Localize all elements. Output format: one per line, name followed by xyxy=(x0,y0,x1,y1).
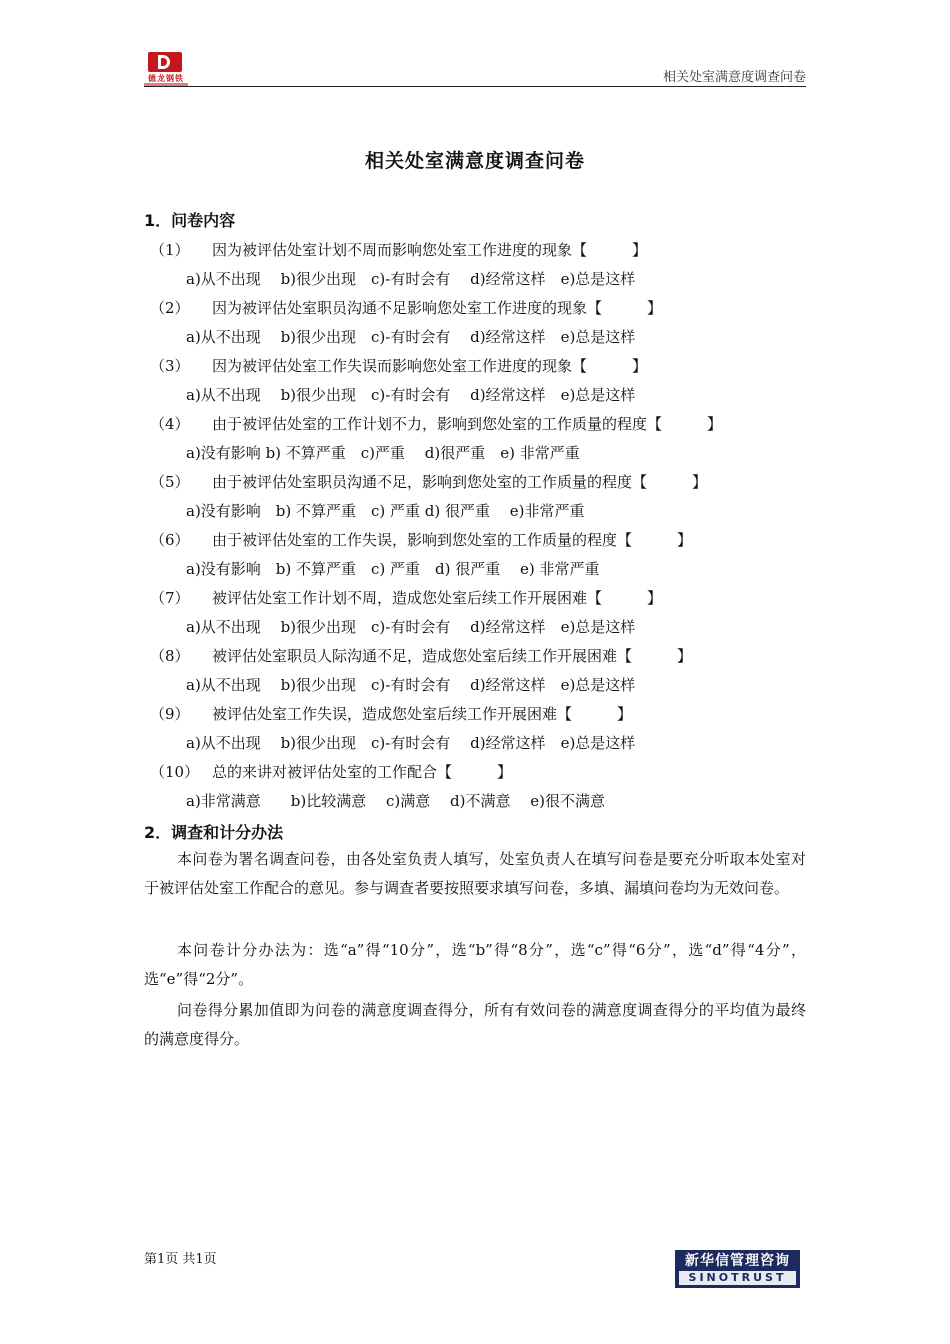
question-number: （4） xyxy=(150,415,190,433)
question-3-options: a)从不出现 b)很少出现 c)-有时会有 d)经常这样 e)总是这样 xyxy=(186,386,636,404)
document-title: 相关处室满意度调查问卷 xyxy=(364,150,585,172)
brand-en: SINOTRUST xyxy=(679,1271,796,1285)
question-10-options: a)非常满意 b)比较满意 c)满意 d)不满意 e)很不满意 xyxy=(186,792,605,810)
header-divider xyxy=(144,86,806,87)
page-number: 第1页 共1页 xyxy=(144,1252,217,1267)
logo-text: 德龙钢铁 xyxy=(148,74,184,83)
question-text: 因为被评估处室工作失误而影响您处室工作进度的现象【 】 xyxy=(212,357,648,375)
question-text: 总的来讲对被评估处室的工作配合【 】 xyxy=(212,763,513,781)
question-9-options: a)从不出现 b)很少出现 c)-有时会有 d)经常这样 e)总是这样 xyxy=(186,734,636,752)
logo-mark-icon xyxy=(148,52,182,72)
question-number: （8） xyxy=(150,647,190,665)
question-5 xyxy=(150,471,707,492)
question-text: 被评估处室工作计划不周，造成您处室后续工作开展困难【 】 xyxy=(212,589,663,607)
section-heading-scoring: 2．调查和计分办法 xyxy=(144,823,284,842)
question-number: （1） xyxy=(150,241,190,259)
question-number: （5） xyxy=(150,473,190,491)
question-9 xyxy=(150,703,632,724)
question-6 xyxy=(150,529,692,550)
question-text: 由于被评估处室的工作失误，影响到您处室的工作质量的程度【 】 xyxy=(212,531,693,549)
company-logo xyxy=(144,52,188,90)
question-text: 被评估处室职员人际沟通不足，造成您处室后续工作开展困难【 】 xyxy=(212,647,693,665)
question-1 xyxy=(150,239,647,260)
question-number: （2） xyxy=(150,299,190,317)
header-title: 相关处室满意度调查问卷 xyxy=(662,70,806,85)
question-7 xyxy=(150,587,662,608)
question-text: 被评估处室工作失误，造成您处室后续工作开展困难【 】 xyxy=(212,705,633,723)
sinotrust-logo xyxy=(675,1250,800,1288)
question-5-options: a)没有影响 b) 不算严重 c) 严重 d) 很严重 e)非常严重 xyxy=(186,502,585,520)
question-text: 因为被评估处室职员沟通不足影响您处室工作进度的现象【 】 xyxy=(212,299,663,317)
paragraph-1: 本问卷为署名调查问卷，由各处室负责人填写，处室负责人在填写问卷是要充分听取本处室对于被评估处室工作配合的意见。参与调查者要按照要求填写问卷，多填、漏填问卷均为无效问卷。 xyxy=(144,850,806,897)
question-10 xyxy=(150,761,512,782)
question-text: 因为被评估处室计划不周而影响您处室工作进度的现象【 】 xyxy=(212,241,648,259)
question-3 xyxy=(150,355,647,376)
question-8 xyxy=(150,645,692,666)
question-2 xyxy=(150,297,662,318)
question-number: （9） xyxy=(150,705,190,723)
section-heading-content: 1．问卷内容 xyxy=(144,211,236,230)
brand-cn: 新华信管理咨询 xyxy=(685,1253,790,1269)
question-6-options: a)没有影响 b) 不算严重 c) 严重 d) 很严重 e) 非常严重 xyxy=(186,560,600,578)
question-7-options: a)从不出现 b)很少出现 c)-有时会有 d)经常这样 e)总是这样 xyxy=(186,618,636,636)
question-4 xyxy=(150,413,722,434)
question-1-options: a)从不出现 b)很少出现 c)-有时会有 d)经常这样 e)总是这样 xyxy=(186,270,636,288)
question-8-options: a)从不出现 b)很少出现 c)-有时会有 d)经常这样 e)总是这样 xyxy=(186,676,636,694)
question-number: （10） xyxy=(150,763,200,781)
paragraph-3: 问卷得分累加值即为问卷的满意度调查得分，所有有效问卷的满意度调查得分的平均值为最终的满意度得分。 xyxy=(144,1001,806,1048)
question-number: （3） xyxy=(150,357,190,375)
question-text: 由于被评估处室职员沟通不足，影响到您处室的工作质量的程度【 】 xyxy=(212,473,708,491)
question-2-options: a)从不出现 b)很少出现 c)-有时会有 d)经常这样 e)总是这样 xyxy=(186,328,636,346)
question-text: 由于被评估处室的工作计划不力，影响到您处室的工作质量的程度【 】 xyxy=(212,415,723,433)
paragraph-2: 本问卷计分办法为：选“a”得“10分”，选“b”得“8分”，选“c”得“6分”，选“d”得“4分”，选“e”得“2分”。 xyxy=(144,941,806,988)
question-number: （7） xyxy=(150,589,190,607)
question-4-options: a)没有影响 b) 不算严重 c)严重 d)很严重 e) 非常严重 xyxy=(186,444,580,462)
question-number: （6） xyxy=(150,531,190,549)
